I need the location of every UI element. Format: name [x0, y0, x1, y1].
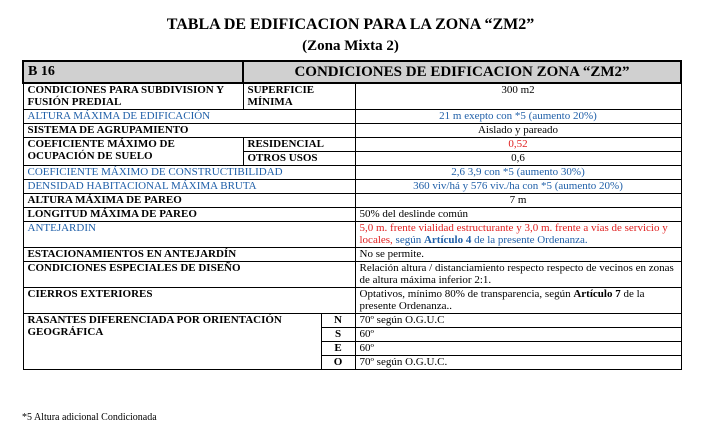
rasantes-label: RASANTES DIFERENCIADA POR ORIENTACIÓN GEOGRÁFICA [23, 313, 321, 369]
cierros-value-text: Optativos, mínimo 80% de transparencia, según [359, 287, 574, 300]
superficie-label: SUPERFICIE MÍNIMA [243, 83, 355, 109]
residencial-value: 0,52 [355, 137, 681, 151]
altura-pareo-label: ALTURA MÁXIMA DE PAREO [23, 193, 355, 207]
table-row [23, 137, 681, 151]
altura-value: 21 m exepto con *5 (aumento 20%) [355, 109, 681, 123]
table-row [23, 287, 681, 313]
table-row [23, 207, 681, 221]
longitud-pareo-label: LONGITUD MÁXIMA DE PAREO [23, 207, 355, 221]
constructibilidad-value: 2,6 3,9 con *5 (aumento 30%) [355, 165, 681, 179]
table-heading: CONDICIONES DE EDIFICACION ZONA “ZM2” [243, 61, 681, 83]
estacionamientos-label: ESTACIONAMIENTOS EN ANTEJARDÍN [23, 247, 355, 261]
antejardin-value-blue: según [392, 233, 424, 246]
footnote: *5 Altura adicional Condicionada [22, 412, 157, 423]
table-row [23, 247, 681, 261]
antejardin-label: ANTEJARDIN [23, 221, 355, 247]
cierros-value [355, 287, 681, 313]
table-row [23, 83, 681, 109]
agrupamiento-label: SISTEMA DE AGRUPAMIENTO [23, 123, 355, 137]
altura-pareo-value: 7 m [355, 193, 681, 207]
page-title: TABLA DE EDIFICACION PARA LA ZONA “ZM2” [166, 16, 535, 33]
rasante-value: 70º según O.G.U.C. [355, 355, 681, 369]
table-header-row [23, 61, 681, 83]
table-code: B 16 [23, 61, 243, 83]
rasante-dir: S [321, 327, 355, 341]
densidad-value: 360 viv/há y 576 viv./ha con *5 (aumento 20%) [355, 179, 681, 193]
rasante-value: 60º [355, 327, 681, 341]
table-row [23, 313, 681, 327]
edification-table [22, 60, 682, 370]
constructibilidad-label: COEFICIENTE MÁXIMO DE CONSTRUCTIBILIDAD [23, 165, 355, 179]
altura-label: ALTURA MÁXIMA DE EDIFICACIÓN [23, 109, 355, 123]
densidad-label: DENSIDAD HABITACIONAL MÁXIMA BRUTA [23, 179, 355, 193]
antejardin-value [355, 221, 681, 247]
estacionamientos-value: No se permite. [355, 247, 681, 261]
rasante-dir: N [321, 313, 355, 327]
table-row [23, 165, 681, 179]
antejardin-value-red: 5,0 m. frente vialidad estructurante y 3,0 m. frente a vías de servicio y locales, [359, 221, 668, 246]
otros-usos-value: 0,6 [355, 151, 681, 165]
superficie-value: 300 m2 [355, 83, 681, 109]
rasante-value: 60º [355, 341, 681, 355]
cierros-label: CIERROS EXTERIORES [23, 287, 355, 313]
subdivision-label: CONDICIONES PARA SUBDIVISION Y FUSIÓN PREDIAL [23, 83, 243, 109]
especiales-value: Relación altura / distanciamiento respecto respecto de vecinos en zonas de altura máxima inferior 2:1. [355, 261, 681, 287]
antejardin-value-tail: de la presente Ordenanza. [471, 233, 588, 246]
table-row [23, 221, 681, 247]
rasante-dir: O [321, 355, 355, 369]
table-row [23, 261, 681, 287]
table-row [23, 179, 681, 193]
especiales-label: CONDICIONES ESPECIALES DE DISEÑO [23, 261, 355, 287]
table-row [23, 123, 681, 137]
longitud-pareo-value: 50% del deslinde común [355, 207, 681, 221]
page-subtitle: (Zona Mixta 2) [302, 38, 399, 54]
table-row [23, 193, 681, 207]
otros-usos-label: OTROS USOS [243, 151, 355, 165]
ocupacion-label: COEFICIENTE MÁXIMO DE OCUPACIÓN DE SUELO [23, 137, 243, 165]
cierros-article: Artículo 7 [573, 287, 621, 300]
rasante-value: 70º según O.G.U.C [355, 313, 681, 327]
cierros-value-tail: de la presente Ordenanza.. [359, 287, 645, 312]
agrupamiento-value: Aislado y pareado [355, 123, 681, 137]
residencial-label: RESIDENCIAL [243, 137, 355, 151]
rasante-dir: E [321, 341, 355, 355]
table-row [23, 109, 681, 123]
antejardin-article: Artículo 4 [423, 233, 472, 246]
